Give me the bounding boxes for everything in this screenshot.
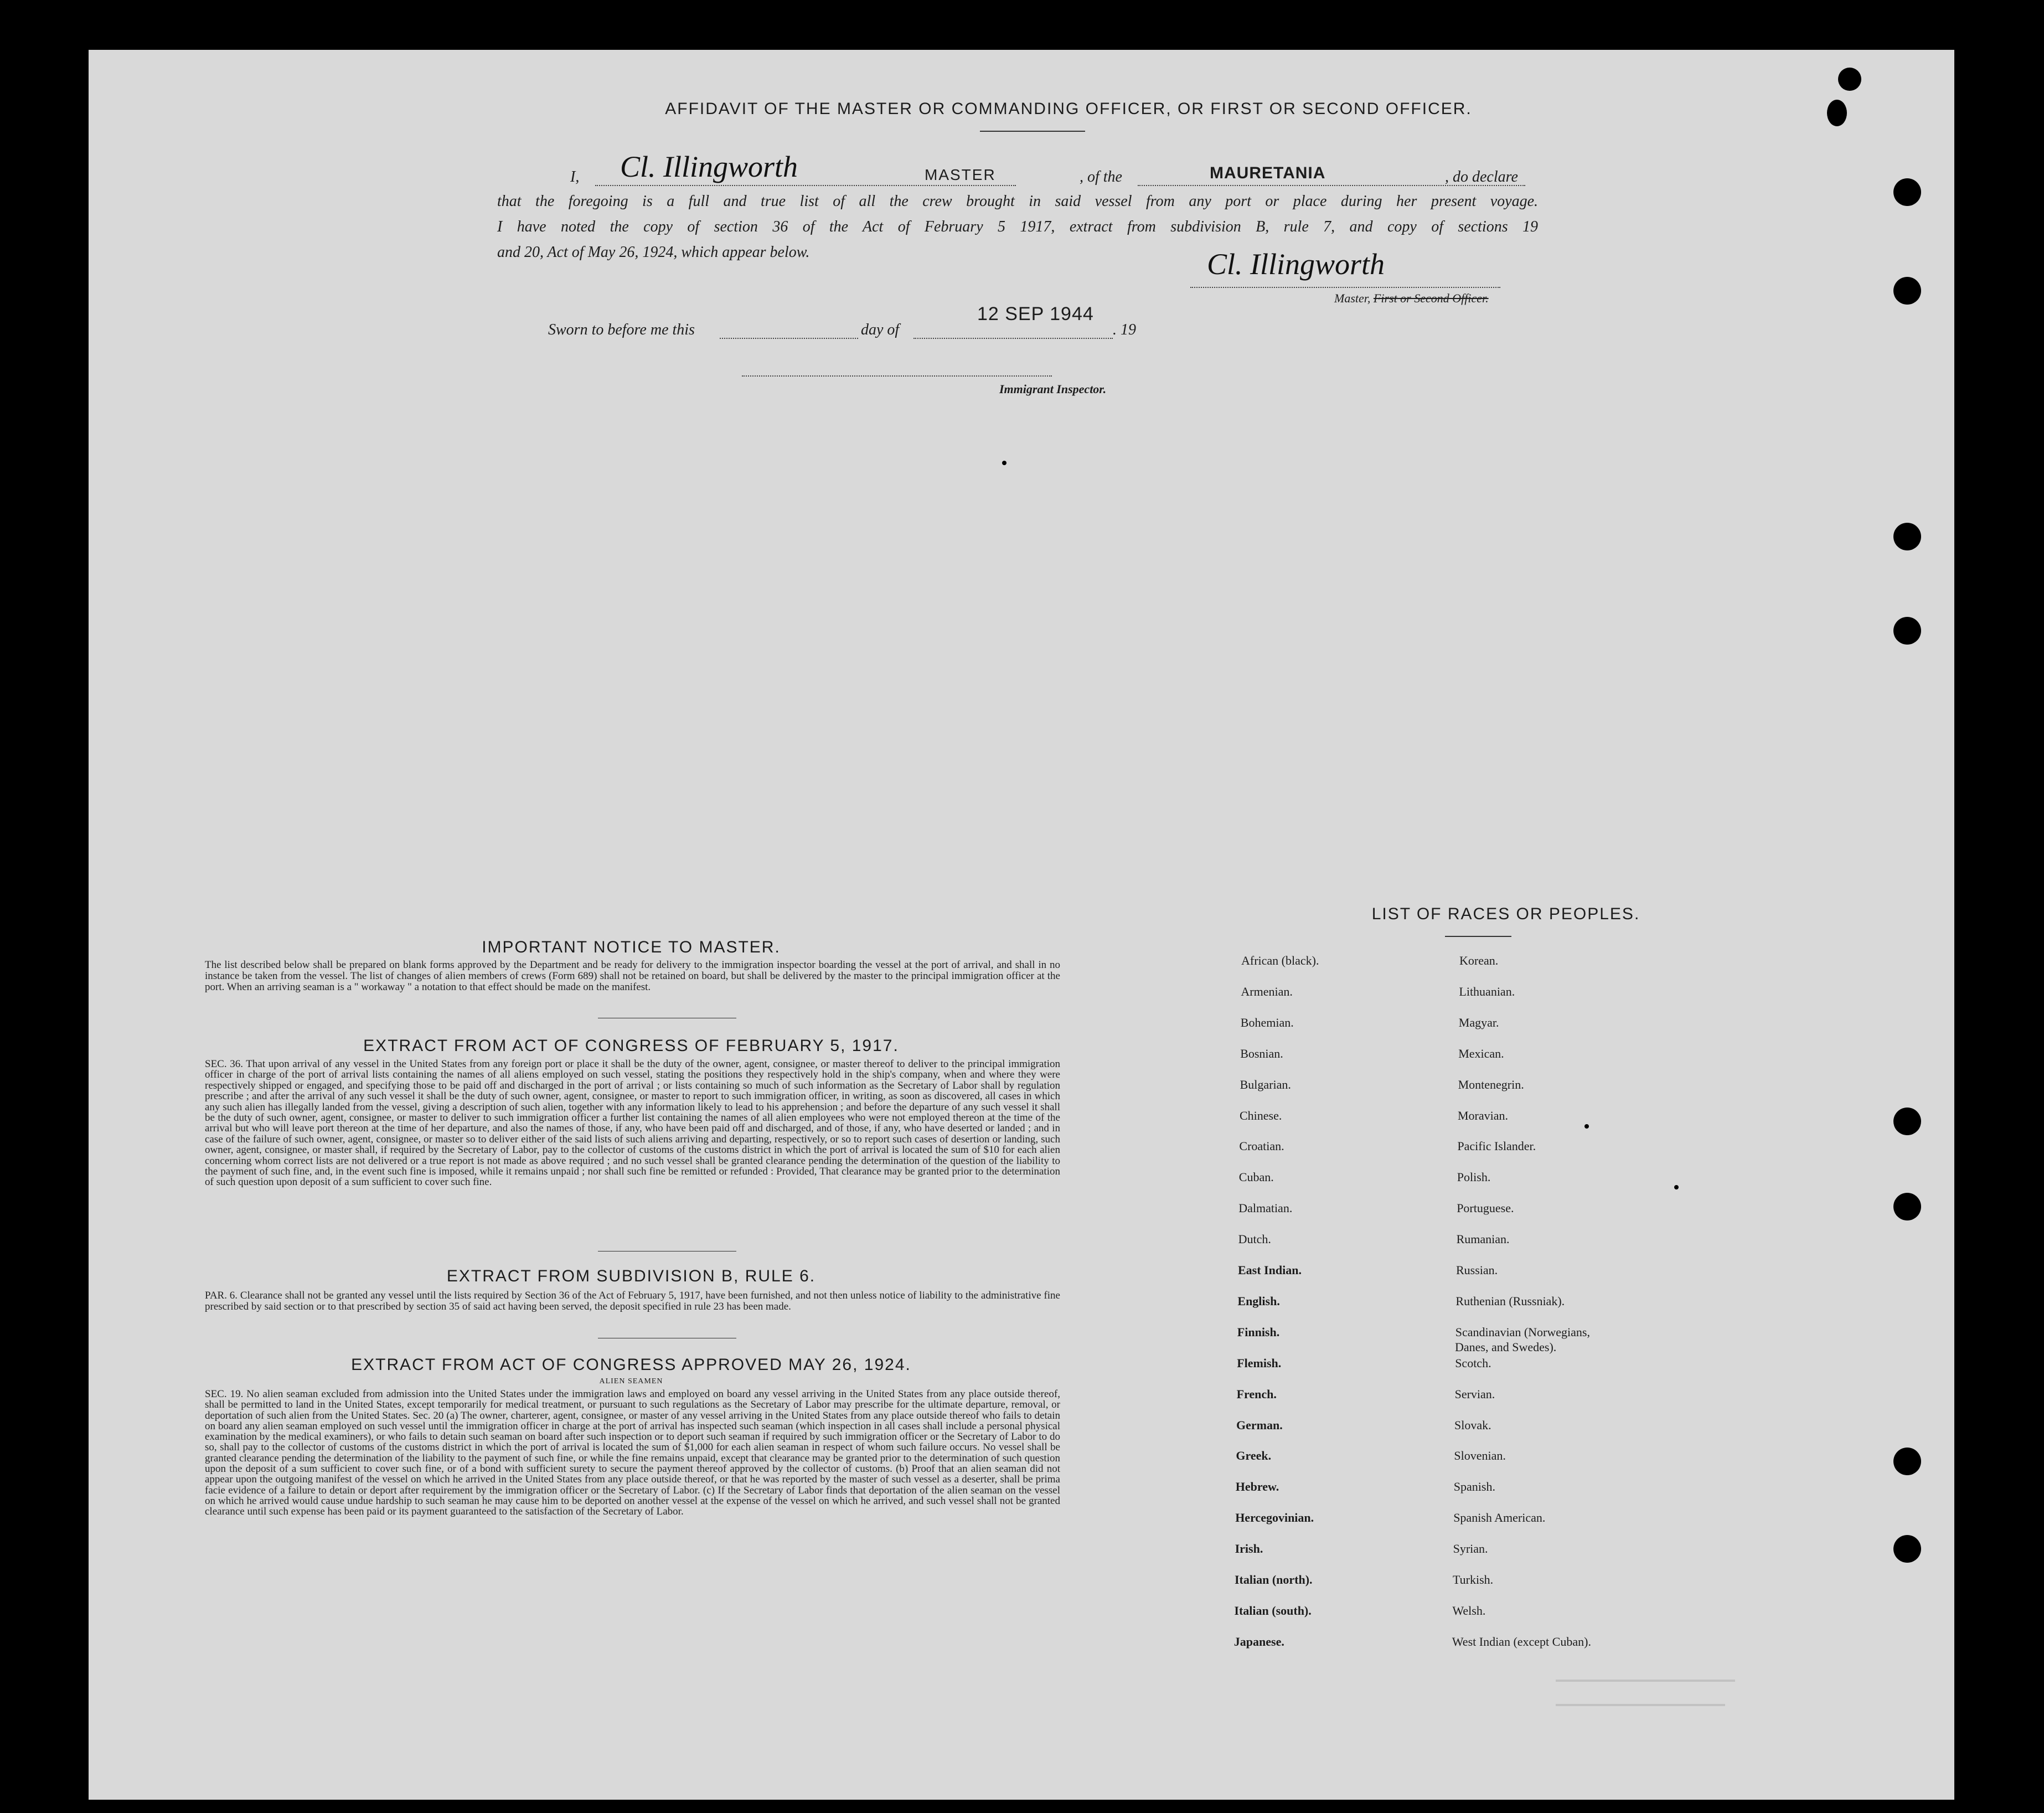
race-item: Dutch. — [1238, 1232, 1271, 1247]
race-item: Dalmatian. — [1238, 1201, 1293, 1215]
extract-1917-text: SEC. 36. That upon arrival of any vessel in the United States from any foreign port or place it shall be the duty of the owner, agent, consignee, or master thereof to deliver to the principal immigration officer in charge of the port of arrival lists containing the names of all aliens employed on such vessel, stating the positions they respectively hold in the ship's company, when and where they were respectively shipped or engaged, and specifying those to be paid off and discharged in the port of arrival ; or lists containing so much of such information as the Secretary of Labor shall by regulation prescribe ; and after the arrival of any such vessel it shall be the duty of such owner, agent, consignee, or master to report to such immigration officer, in writing, as soon as discovered, all cases in which any such alien has illegally landed from the vessel, giving a description of such alien, together with any information likely to lead to his apprehension ; and before the departure of any such vessel it shall be the duty of such owner, agent, consignee, or master to deliver to such immigration officer a further list containing the names of all alien employees who were not employed thereon at the time of the arrival but who will leave port thereon at the time of her departure, and also the names of those, if any, who have been paid off and discharged, and of those, if any, who have deserted or landed ; and in case of the failure of such owner, agent, consignee, or master so to deliver either of the said lists of such aliens arriving and departing, respectively, or so to report such cases of desertion or landing, such owner, agent, consignee, or master shall, if required by the Secretary of Labor, pay to the collector of customs of the customs district in which the port of arrival is located the sum of $10 for each alien concerning whom correct lists are not delivered or a true report is not made as above required ; and no such vessel shall be granted clearance pending the determination of the question of the liability to the payment of such fine, and, in the event such fine is imposed, while it remains unpaid ; nor shall such fine be remitted or refunded : Provided, That clearance may be granted prior to the determination of such question upon deposit of a sum sufficient to cover such fine. — [205, 1058, 1060, 1188]
affidavit-line-4: and 20, Act of May 26, 1924, which appear below. — [497, 244, 810, 261]
race-scandinavian-continued: Danes, and Swedes). — [1455, 1340, 1557, 1354]
race-item: Welsh. — [1452, 1603, 1486, 1618]
rule-6-title: EXTRACT FROM SUBDIVISION B, RULE 6. — [446, 1267, 816, 1285]
punch-hole — [1893, 1108, 1921, 1135]
race-item: Greek. — [1236, 1449, 1272, 1463]
speck — [1674, 1185, 1679, 1189]
race-item: Slovak. — [1454, 1418, 1491, 1432]
signer-name: Cl. Illingworth — [620, 150, 798, 183]
race-item: German. — [1236, 1418, 1283, 1432]
alien-seamen-subtitle: ALIEN SEAMEN — [599, 1377, 663, 1385]
races-divider — [1445, 936, 1511, 937]
faint-archival-marks — [1556, 1675, 1755, 1725]
race-item: Polish. — [1457, 1170, 1491, 1184]
punch-hole — [1827, 100, 1847, 126]
races-title: LIST OF RACES OR PEOPLES. — [1371, 905, 1640, 923]
rule-6-text: PAR. 6. Clearance shall not be granted any vessel until the lists required by Section 36 of the Act of February 5, 1917, have been furnished, and not then unless notice of liability to the administrative fine prescribed by said section or to that prescribed by section 35 of said act having been served, the deposit specified in rule 23 has been made. — [205, 1290, 1060, 1312]
punch-hole — [1838, 68, 1861, 91]
rank-master: MASTER — [925, 166, 996, 183]
master-signature: Cl. Illingworth — [1207, 248, 1385, 281]
race-item: Bohemian. — [1240, 1015, 1294, 1029]
race-item: Bosnian. — [1240, 1046, 1283, 1060]
extract-1924-title: EXTRACT FROM ACT OF CONGRESS APPROVED MAY 26, 1924. — [351, 1356, 911, 1374]
race-item: East Indian. — [1238, 1263, 1302, 1277]
race-item: Italian (north). — [1235, 1573, 1313, 1587]
sworn-month-line — [913, 338, 1113, 339]
race-item: Syrian. — [1453, 1542, 1488, 1556]
race-item: Cuban. — [1238, 1170, 1274, 1184]
race-item: Croatian. — [1239, 1139, 1284, 1153]
affidavit-line-3: I have noted the copy of section 36 of the Act of February 5 1917, extract from subdivision B, rule 7, and copy of sections 19 — [497, 218, 1538, 235]
race-item: Bulgarian. — [1240, 1077, 1291, 1091]
master-caption — [1334, 291, 1489, 306]
notice-text: The list described below shall be prepared on blank forms approved by the Department and be ready for delivery to the immigration inspector boarding the vessel at the port of arrival, and shall in no instance be taken from the vessel. The list of changes of alien members of crews (Form 689) shall not be retained on board, but shall be delivered by the master to the principal immigration officer at the port. When an arriving seaman is a " workaway " a notation to that effect should be made on the manifest. — [205, 959, 1060, 993]
race-item: Rumanian. — [1456, 1232, 1510, 1247]
race-item: Pacific Islander. — [1457, 1139, 1536, 1153]
race-item: Chinese. — [1240, 1108, 1282, 1122]
race-item: West Indian (except Cuban). — [1452, 1634, 1591, 1649]
vessel-name: MAURETANIA — [1210, 164, 1326, 182]
do-declare-label: , do declare — [1445, 168, 1518, 186]
race-item: Italian (south). — [1234, 1603, 1312, 1618]
race-item: Spanish American. — [1453, 1511, 1546, 1525]
title-divider — [980, 131, 1085, 132]
date-stamp: 12 SEP 1944 — [977, 303, 1094, 325]
race-item: Hebrew. — [1235, 1480, 1279, 1494]
punch-hole — [1893, 617, 1921, 645]
day-of-label: day of — [861, 321, 900, 338]
race-item: Scotch. — [1455, 1356, 1491, 1370]
extract-1917-title: EXTRACT FROM ACT OF CONGRESS OF FEBRUARY 5, 1917. — [363, 1037, 899, 1055]
race-item: English. — [1237, 1294, 1280, 1308]
affidavit-title: AFFIDAVIT OF THE MASTER OR COMMANDING OFFICER, OR FIRST OR SECOND OFFICER. — [665, 100, 1472, 118]
race-item: Scandinavian (Norwegians, — [1455, 1325, 1590, 1339]
race-item: Japanese. — [1233, 1634, 1284, 1649]
signature-line — [1190, 287, 1500, 288]
race-item: Flemish. — [1237, 1356, 1282, 1370]
punch-hole — [1893, 1193, 1921, 1220]
race-item: Montenegrin. — [1458, 1077, 1524, 1091]
punch-hole — [1893, 1535, 1921, 1563]
signer-line — [595, 185, 1016, 186]
race-item: African (black). — [1241, 954, 1319, 967]
race-item: Magyar. — [1458, 1015, 1499, 1029]
sworn-day-line — [720, 338, 858, 339]
race-item: Slovenian. — [1454, 1449, 1506, 1463]
race-item: Hercegovinian. — [1235, 1511, 1314, 1525]
of-the-label: , of the — [1080, 168, 1122, 186]
race-item: Mexican. — [1458, 1046, 1504, 1060]
affidavit-i: I, — [570, 168, 580, 186]
inspector-caption: Immigrant Inspector. — [999, 382, 1107, 396]
race-item: Korean. — [1459, 954, 1499, 967]
master-caption-text: Master, — [1334, 291, 1371, 305]
race-item: Lithuanian. — [1459, 984, 1515, 998]
race-item: Spanish. — [1453, 1480, 1495, 1494]
race-item: Finnish. — [1237, 1325, 1280, 1339]
race-item: Moravian. — [1458, 1108, 1509, 1122]
punch-hole — [1893, 277, 1921, 305]
speck — [1002, 461, 1006, 465]
race-item: Armenian. — [1241, 984, 1293, 998]
punch-hole — [1893, 178, 1921, 206]
race-item: Russian. — [1456, 1263, 1498, 1277]
extract-1924-text: SEC. 19. No alien seaman excluded from admission into the United States under the immigration laws and employed on board any vessel arriving in the United States from any place outside thereof, shall be permitted to land in the United States, except temporarily for medical treatment, or pursuant to such regulations as the Secretary of Labor may prescribe for the ultimate departure, removal, or deportation of such alien from the United States. Sec. 20 (a) The owner, charterer, agent, consignee, or master of any vessel arriving in the United States from any place outside thereof who fails to detain on board any alien seaman employed on such vessel until the immigration officer in charge at the port of arrival has inspected such seaman (which inspection in all cases shall include a personal physical examination by the medical examiners), or who fails to detain such seaman on board after such inspection or to deport such seaman if required by such immigration officer or the Secretary of Labor to do so, shall pay to the collector of customs of the customs district in which the port of arrival is located the sum of $1,000 for each alien seaman in respect of whom such failure occurs. No vessel shall be granted clearance pending the determination of the liability to the payment of such fine, or while the fine remains unpaid, except that clearance may be granted prior to the determination of such question upon the deposit of a sum sufficient to cover such fine, or of a bond with sufficient surety to secure the payment thereof approved by the collector of customs. (b) Proof that an alien seaman did not appear upon the outgoing manifest of the vessel on which he arrived in the United States from any place outside thereof, or that he was reported by the master of such vessel as a deserter, shall be prima facie evidence of a failure to detain or deport after requirement by the immigration officer or the Secretary of Labor. (c) If the Secretary of Labor finds that deportation of the alien seaman on the vessel on which he arrived would cause undue hardship to such seaman he may cause him to be deported on another vessel at the expense of the vessel on which he arrived, and such vessel shall not be granted clearance until such expense has been paid or its payment guaranteed to the satisfaction of the Secretary of Labor. — [205, 1388, 1060, 1518]
speck — [1584, 1124, 1589, 1129]
race-item: Turkish. — [1453, 1573, 1494, 1587]
race-item: Irish. — [1235, 1542, 1263, 1556]
race-item: French. — [1236, 1387, 1277, 1401]
punch-hole — [1893, 1448, 1921, 1475]
notice-title: IMPORTANT NOTICE TO MASTER. — [482, 938, 781, 956]
punch-hole — [1893, 523, 1921, 550]
race-item: Portuguese. — [1457, 1201, 1514, 1215]
inspector-line — [742, 375, 1052, 377]
race-item: Ruthenian (Russniak). — [1455, 1294, 1565, 1308]
year-prefix: . 19 — [1113, 321, 1136, 338]
document-page — [89, 50, 1954, 1800]
struck-officer-caption: First or Second Officer. — [1373, 291, 1489, 305]
affidavit-line-2: that the foregoing is a full and true list of all the crew brought in said vessel from any port or place during her present voyage. — [497, 193, 1538, 210]
sworn-label: Sworn to before me this — [548, 321, 695, 338]
race-item: Servian. — [1454, 1387, 1495, 1401]
